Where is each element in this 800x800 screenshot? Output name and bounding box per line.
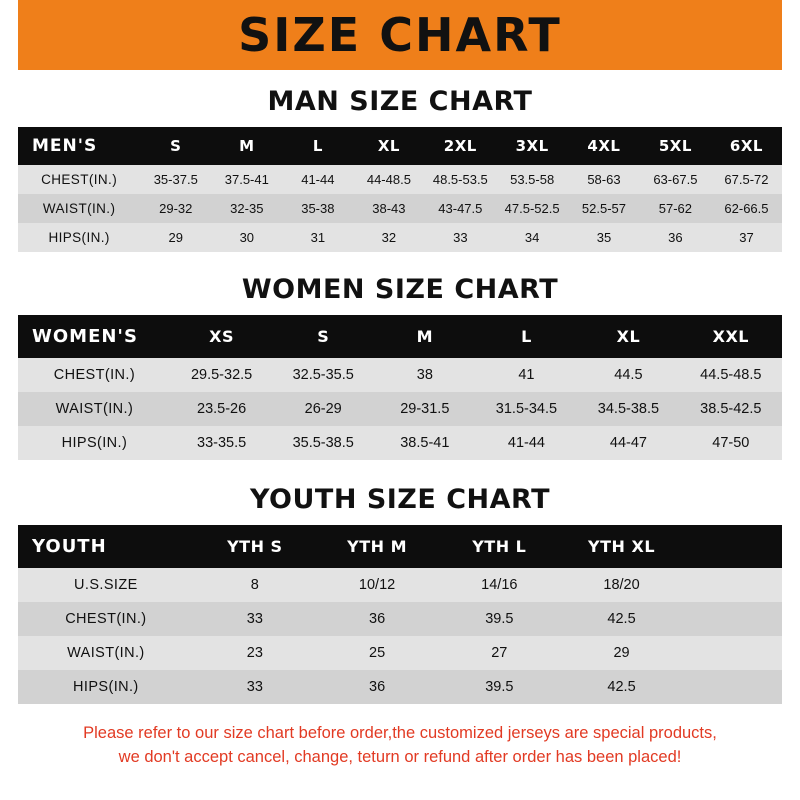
table-row bbox=[18, 602, 782, 636]
table-header-row bbox=[18, 127, 782, 165]
cell: 39.5 bbox=[438, 602, 560, 636]
cell: 32.5-35.5 bbox=[272, 358, 374, 392]
cell: 32 bbox=[353, 223, 424, 252]
cell: 48.5-53.5 bbox=[424, 165, 496, 194]
row-label: CHEST(IN.) bbox=[18, 358, 171, 392]
cell: 36 bbox=[316, 670, 438, 704]
page-title: SIZE CHART bbox=[238, 8, 562, 62]
order-policy-notice bbox=[24, 722, 776, 770]
youth-size-table bbox=[18, 525, 782, 704]
column-header: YTH S bbox=[194, 525, 316, 568]
column-header: 3XL bbox=[496, 127, 568, 165]
cell: 29-31.5 bbox=[374, 392, 476, 426]
cell: 23 bbox=[194, 636, 316, 670]
cell: 38-43 bbox=[353, 194, 424, 223]
table-row bbox=[18, 426, 782, 460]
cell: 57-62 bbox=[640, 194, 711, 223]
cell: 37.5-41 bbox=[211, 165, 282, 194]
row-label: CHEST(IN.) bbox=[18, 602, 194, 636]
column-header: 6XL bbox=[711, 127, 782, 165]
cell: 29-32 bbox=[140, 194, 211, 223]
cell: 8 bbox=[194, 568, 316, 602]
notice-line-2: we don't accept cancel, change, teturn or refund after order has been placed! bbox=[118, 747, 682, 766]
cell: 38.5-41 bbox=[374, 426, 476, 460]
youth-section-title: YOUTH SIZE CHART bbox=[249, 484, 551, 515]
cell: 27 bbox=[438, 636, 560, 670]
cell: 31.5-34.5 bbox=[476, 392, 578, 426]
column-header: 4XL bbox=[568, 127, 640, 165]
column-header-spacer bbox=[683, 525, 782, 568]
column-header: XS bbox=[171, 315, 273, 358]
cell: 25 bbox=[316, 636, 438, 670]
cell: 23.5-26 bbox=[171, 392, 273, 426]
cell: 44.5 bbox=[577, 358, 679, 392]
table-row bbox=[18, 392, 782, 426]
cell: 41-44 bbox=[476, 426, 578, 460]
cell: 35.5-38.5 bbox=[272, 426, 374, 460]
table-row bbox=[18, 636, 782, 670]
cell: 35-38 bbox=[282, 194, 353, 223]
cell: 63-67.5 bbox=[640, 165, 711, 194]
cell-spacer bbox=[683, 568, 782, 602]
cell: 35-37.5 bbox=[140, 165, 211, 194]
cell: 47-50 bbox=[680, 426, 782, 460]
cell: 29 bbox=[560, 636, 682, 670]
cell: 31 bbox=[282, 223, 353, 252]
column-header: XL bbox=[353, 127, 424, 165]
row-label: WAIST(IN.) bbox=[18, 194, 140, 223]
cell: 42.5 bbox=[560, 602, 682, 636]
row-label: HIPS(IN.) bbox=[18, 426, 171, 460]
row-label: U.S.SIZE bbox=[18, 568, 194, 602]
cell-spacer bbox=[683, 670, 782, 704]
column-header: M bbox=[374, 315, 476, 358]
column-header: L bbox=[476, 315, 578, 358]
cell: 37 bbox=[711, 223, 782, 252]
cell: 62-66.5 bbox=[711, 194, 782, 223]
column-header: YTH L bbox=[438, 525, 560, 568]
table-header-row bbox=[18, 525, 782, 568]
cell: 10/12 bbox=[316, 568, 438, 602]
table-row bbox=[18, 194, 782, 223]
cell: 33 bbox=[194, 602, 316, 636]
column-header: YOUTH bbox=[18, 525, 194, 568]
cell: 44-47 bbox=[577, 426, 679, 460]
cell-spacer bbox=[683, 636, 782, 670]
table-row bbox=[18, 165, 782, 194]
cell: 29 bbox=[140, 223, 211, 252]
cell: 32-35 bbox=[211, 194, 282, 223]
row-label: HIPS(IN.) bbox=[18, 223, 140, 252]
content-area bbox=[0, 86, 800, 770]
man-section-title: MAN SIZE CHART bbox=[267, 86, 533, 117]
column-header: M bbox=[211, 127, 282, 165]
cell: 41 bbox=[476, 358, 578, 392]
man-size-table bbox=[18, 127, 782, 252]
cell: 58-63 bbox=[568, 165, 640, 194]
cell: 35 bbox=[568, 223, 640, 252]
cell: 44.5-48.5 bbox=[680, 358, 782, 392]
cell: 34 bbox=[496, 223, 568, 252]
column-header: L bbox=[282, 127, 353, 165]
column-header: 5XL bbox=[640, 127, 711, 165]
table-header-row bbox=[18, 315, 782, 358]
cell: 33 bbox=[424, 223, 496, 252]
cell: 33 bbox=[194, 670, 316, 704]
column-header: S bbox=[272, 315, 374, 358]
cell: 38 bbox=[374, 358, 476, 392]
cell: 33-35.5 bbox=[171, 426, 273, 460]
cell: 14/16 bbox=[438, 568, 560, 602]
table-row bbox=[18, 670, 782, 704]
cell: 52.5-57 bbox=[568, 194, 640, 223]
row-label: HIPS(IN.) bbox=[18, 670, 194, 704]
cell: 41-44 bbox=[282, 165, 353, 194]
row-label: WAIST(IN.) bbox=[18, 636, 194, 670]
table-row bbox=[18, 358, 782, 392]
column-header: WOMEN'S bbox=[18, 315, 171, 358]
column-header: XXL bbox=[680, 315, 782, 358]
cell: 30 bbox=[211, 223, 282, 252]
cell: 34.5-38.5 bbox=[577, 392, 679, 426]
cell: 43-47.5 bbox=[424, 194, 496, 223]
cell-spacer bbox=[683, 602, 782, 636]
cell: 44-48.5 bbox=[353, 165, 424, 194]
row-label: CHEST(IN.) bbox=[18, 165, 140, 194]
cell: 67.5-72 bbox=[711, 165, 782, 194]
cell: 36 bbox=[316, 602, 438, 636]
cell: 18/20 bbox=[560, 568, 682, 602]
row-label: WAIST(IN.) bbox=[18, 392, 171, 426]
column-header: XL bbox=[577, 315, 679, 358]
cell: 26-29 bbox=[272, 392, 374, 426]
cell: 42.5 bbox=[560, 670, 682, 704]
cell: 47.5-52.5 bbox=[496, 194, 568, 223]
header-banner bbox=[0, 0, 800, 70]
column-header: YTH XL bbox=[560, 525, 682, 568]
cell: 53.5-58 bbox=[496, 165, 568, 194]
women-size-table bbox=[18, 315, 782, 460]
cell: 36 bbox=[640, 223, 711, 252]
table-row bbox=[18, 223, 782, 252]
column-header: YTH M bbox=[316, 525, 438, 568]
cell: 39.5 bbox=[438, 670, 560, 704]
header-left-notch bbox=[0, 0, 18, 70]
column-header: MEN'S bbox=[18, 127, 140, 165]
header-right-notch bbox=[782, 0, 800, 70]
column-header: S bbox=[140, 127, 211, 165]
cell: 38.5-42.5 bbox=[680, 392, 782, 426]
table-row bbox=[18, 568, 782, 602]
cell: 29.5-32.5 bbox=[171, 358, 273, 392]
women-section-title: WOMEN SIZE CHART bbox=[241, 274, 559, 305]
column-header: 2XL bbox=[424, 127, 496, 165]
notice-line-1: Please refer to our size chart before order,the customized jerseys are special products, bbox=[83, 724, 717, 742]
